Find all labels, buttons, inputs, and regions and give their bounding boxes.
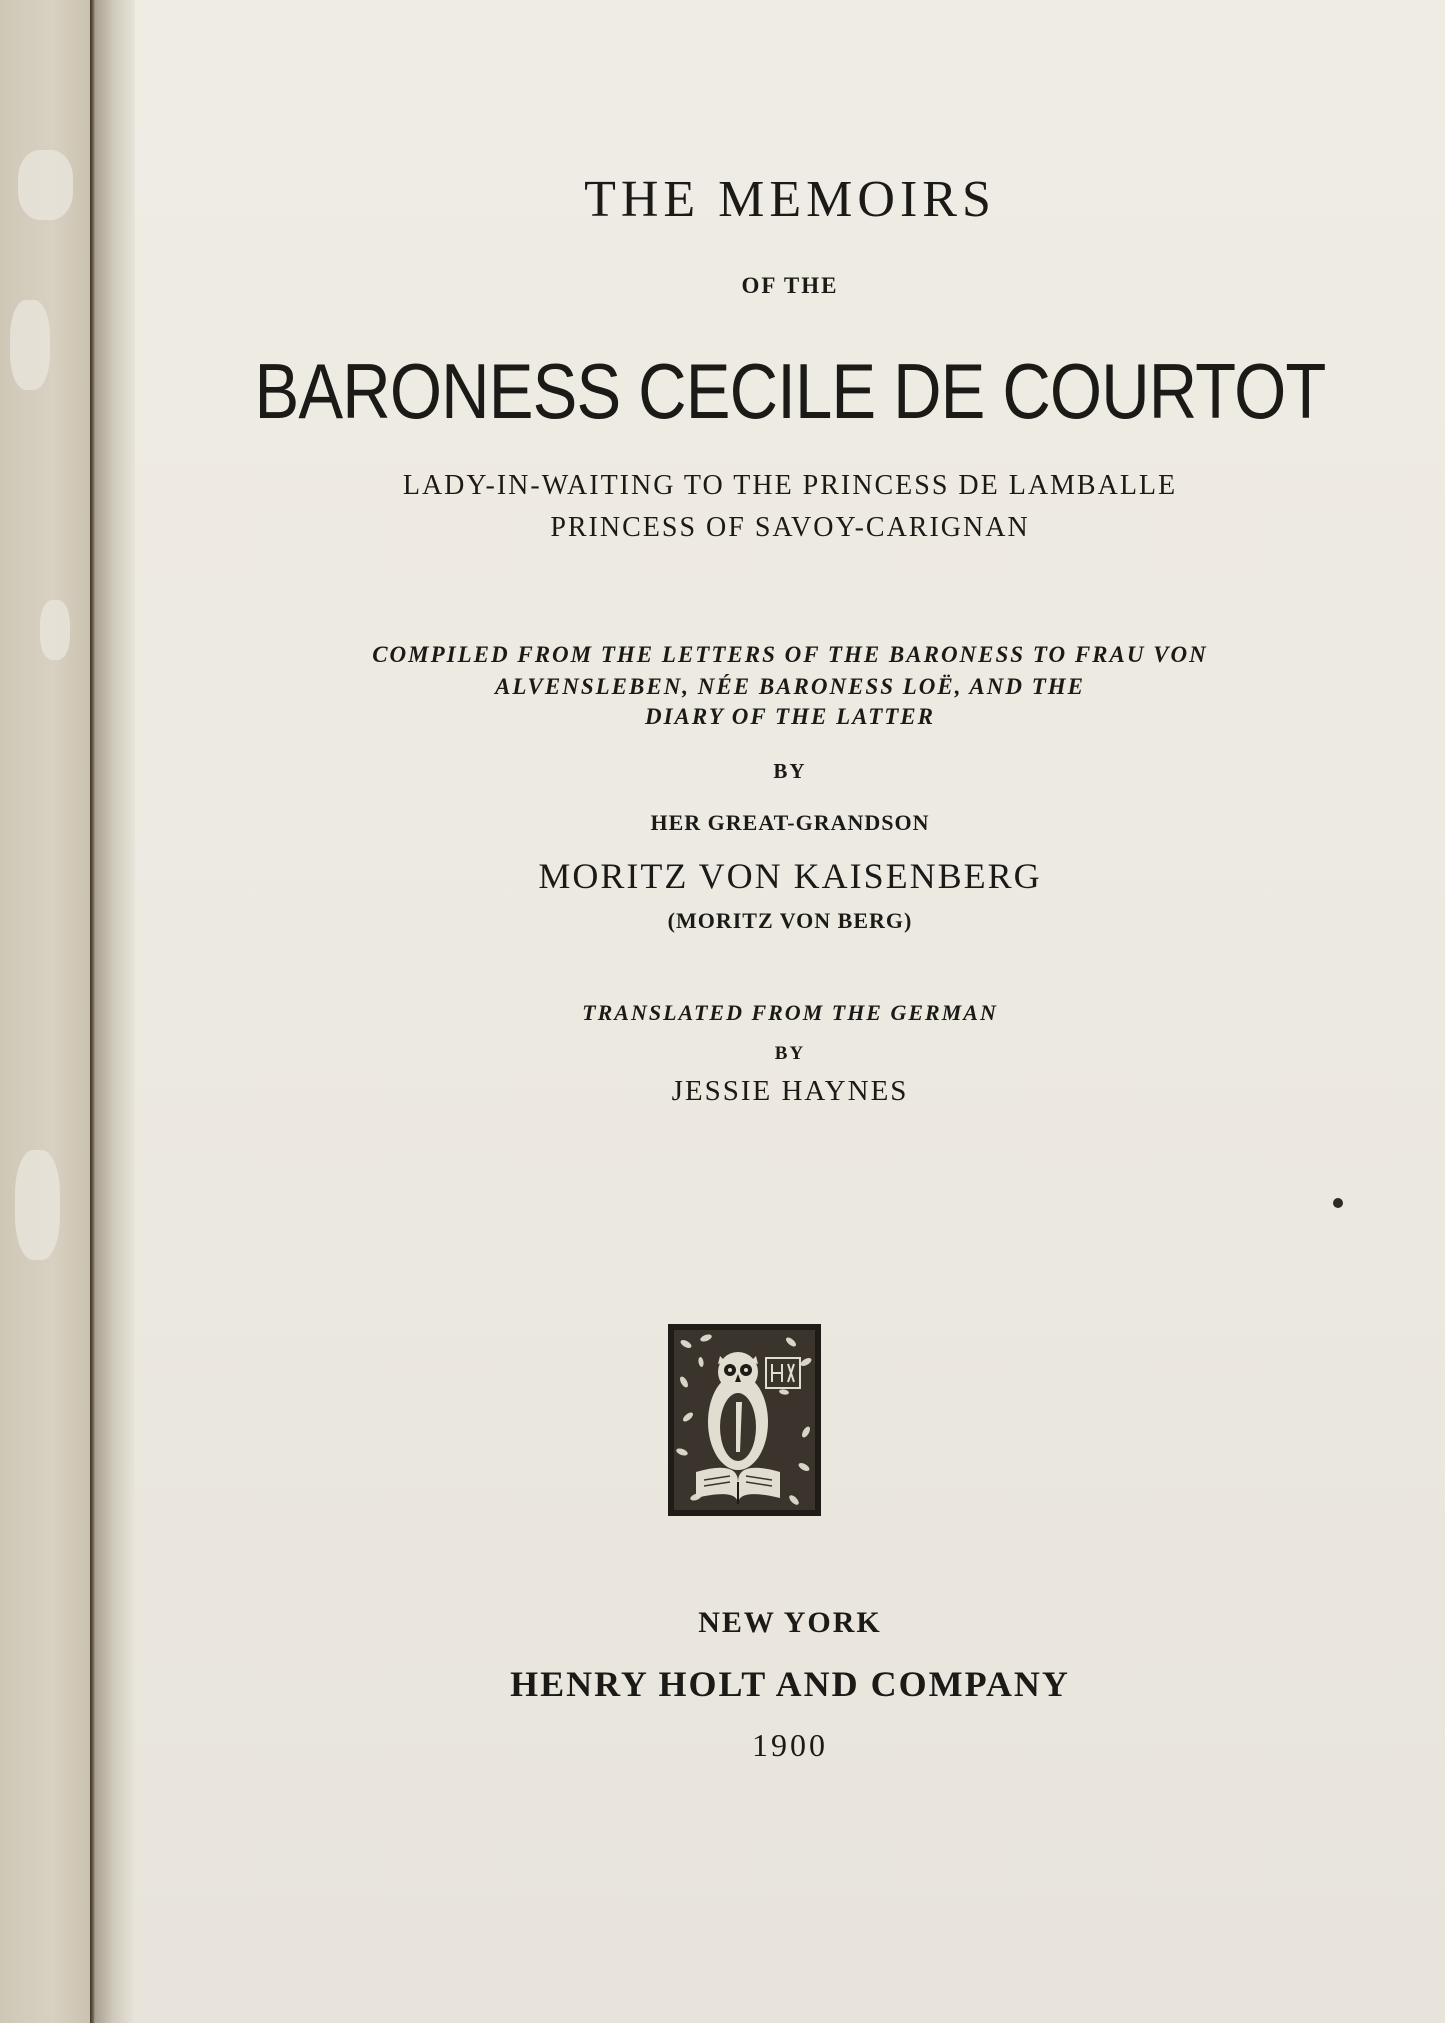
by-label: BY (773, 759, 807, 783)
endpaper-stain (15, 1150, 60, 1260)
subtitle-line-1: LADY-IN-WAITING TO THE PRINCESS DE LAMBALLE (402, 470, 1178, 501)
compiled-note-line-3: DIARY OF THE LATTER (645, 704, 935, 729)
endpaper-stain (10, 300, 50, 390)
compiled-note-line-2: ALVENSLEBEN, NÉE BARONESS LOË, AND THE (495, 674, 1085, 699)
publication-city: NEW YORK (698, 1606, 882, 1639)
ink-speck (1333, 1198, 1343, 1208)
compiled-note-line-1: COMPILED FROM THE LETTERS OF THE BARONESS TO FRAU VON (372, 642, 1208, 667)
spine-shadow (95, 0, 135, 2023)
author-name: MORITZ VON KAISENBERG (538, 856, 1042, 896)
left-endpaper (0, 0, 95, 2023)
subject-name: BARONESS CECILE DE COURTOT (254, 347, 1326, 435)
endpaper-stain (40, 600, 70, 660)
publication-year: 1900 (752, 1727, 828, 1763)
author-pseudonym: (MORITZ VON BERG) (667, 908, 913, 933)
author-relation: HER GREAT-GRANDSON (650, 810, 930, 835)
subtitle-line-2: PRINCESS OF SAVOY-CARIGNAN (550, 512, 1030, 543)
endpaper-stain (18, 150, 73, 220)
translation-note: TRANSLATED FROM THE GERMAN (582, 1000, 998, 1025)
publisher-name: HENRY HOLT AND COMPANY (510, 1664, 1070, 1704)
book-title: THE MEMOIRS (584, 171, 996, 228)
title-page (135, 0, 1445, 2023)
translator-by-label: BY (774, 1043, 806, 1064)
title-connector: OF THE (741, 273, 839, 298)
translator-name: JESSIE HAYNES (671, 1075, 909, 1107)
owl-on-book-printers-device-icon (666, 1322, 823, 1518)
